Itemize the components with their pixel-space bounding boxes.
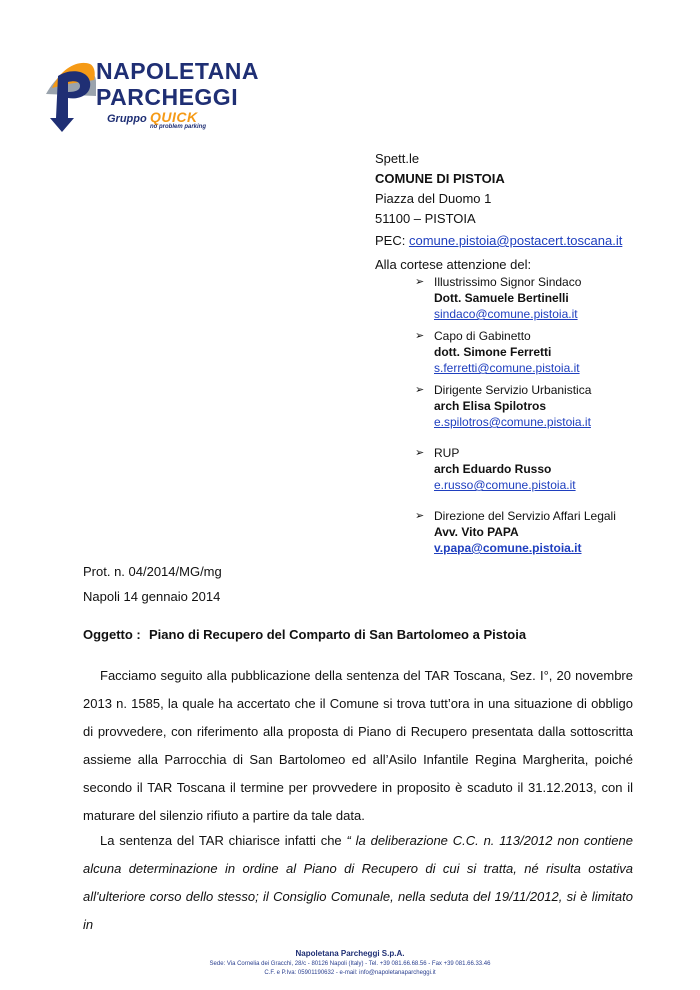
logo-gruppo: Gruppo bbox=[107, 113, 147, 125]
footer-address: Sede: Via Cornelia dei Gracchi, 28/c - 80126 Napoli (Italy) - Tel. +39 081.66.68.56 - Fax +39 081.66.33.46 bbox=[209, 961, 491, 967]
subject-text: Piano di Recupero del Comparto di San Bartolomeo a Pistoia bbox=[149, 627, 527, 642]
recipient-role: Dirigente Servizio Urbanistica bbox=[434, 383, 592, 397]
letter-date: Napoli 14 gennaio 2014 bbox=[83, 589, 221, 604]
paragraph-2-quote: “ la deliberazione C.C. n. 113/2012 non contiene alcuna determinazione in ordine al Piano di Recupero di cui si tratta, né risulta ostativa all'ulteriore corso dello stesso; il Consiglio Comunale, nella seduta del 19/11/2012, si è limitato in bbox=[83, 833, 633, 932]
subject-line bbox=[83, 627, 526, 642]
address-city: 51100 – PISTOIA bbox=[375, 211, 476, 226]
recipient-name: Dott. Samuele Bertinelli bbox=[434, 291, 569, 305]
logo-tagline: no problem parking bbox=[150, 124, 207, 130]
pec-label: PEC: bbox=[375, 233, 409, 248]
body-paragraph-2 bbox=[83, 827, 633, 939]
recipient-email-link[interactable]: e.spilotros@comune.pistoia.it bbox=[434, 415, 591, 429]
pec-email-link[interactable]: comune.pistoia@postacert.toscana.it bbox=[408, 233, 623, 248]
logo-text-line1: NAPOLETANA bbox=[96, 58, 260, 84]
body-paragraph-1 bbox=[83, 662, 633, 830]
recipient-name: dott. Simone Ferretti bbox=[434, 345, 552, 359]
logo-text-line2: PARCHEGGI bbox=[96, 84, 239, 110]
attention-line: Alla cortese attenzione del: bbox=[375, 257, 532, 272]
recipient-email-link[interactable]: s.ferretti@comune.pistoia.it bbox=[434, 361, 580, 375]
recipient-name: Avv. Vito PAPA bbox=[434, 525, 519, 539]
subject-label: Oggetto : bbox=[83, 627, 141, 642]
recipient-role: RUP bbox=[434, 446, 460, 460]
paragraph-text: Facciamo seguito alla pubblicazione della sentenza del TAR Toscana, Sez. I°, 20 novembre 2013 n. 1585, la quale ha accertato che il Comune si trova tutt’ora in una situazione di obbligo di provvedere, con riferimento alla proposta di Piano di Recupero presentata dalla sottoscritta assieme alla Parrocchia di San Bartolomeo ed all’Asilo Infantile Regina Margherita, poiché secondo il TAR Toscana il termine per provvedere in proposito è scaduto il 31.12.2013, con il maturare del silenzio rifiuto a partire da tale data. bbox=[83, 668, 633, 823]
address-recipient-org: COMUNE DI PISTOIA bbox=[375, 171, 505, 186]
paragraph-text-2 bbox=[83, 827, 633, 939]
recipient-email-link[interactable]: e.russo@comune.pistoia.it bbox=[434, 478, 576, 492]
address-salutation: Spett.le bbox=[375, 151, 420, 166]
bullet-arrow-icon: ➢ bbox=[415, 276, 425, 288]
recipient-role: Capo di Gabinetto bbox=[434, 329, 531, 343]
recipient-name: arch Eduardo Russo bbox=[434, 462, 552, 476]
protocol-number: Prot. n. 04/2014/MG/mg bbox=[83, 564, 222, 579]
recipient-role: Illustrissimo Signor Sindaco bbox=[434, 275, 582, 289]
bullet-arrow-icon: ➢ bbox=[415, 510, 425, 522]
footer-company-name: Napoletana Parcheggi S.p.A. bbox=[295, 949, 405, 958]
logo-quick: QUICK bbox=[150, 109, 198, 125]
paragraph-2-start: La sentenza del TAR chiarisce infatti che bbox=[100, 833, 347, 848]
bullet-arrow-icon: ➢ bbox=[415, 447, 425, 459]
address-pec bbox=[375, 231, 622, 251]
recipient-email-link[interactable]: v.papa@comune.pistoia.it bbox=[434, 541, 582, 555]
bullet-arrow-icon: ➢ bbox=[415, 330, 425, 342]
recipient-role: Direzione del Servizio Affari Legali bbox=[434, 509, 616, 523]
footer-tax-email: C.F. e P.Iva: 05901190632 - e-mail: info@napoletanaparcheggi.it bbox=[264, 970, 436, 976]
recipient-name: arch Elisa Spilotros bbox=[434, 399, 547, 413]
address-street: Piazza del Duomo 1 bbox=[375, 191, 492, 206]
bullet-arrow-icon: ➢ bbox=[415, 384, 425, 396]
recipient-email-link[interactable]: sindaco@comune.pistoia.it bbox=[434, 307, 578, 321]
